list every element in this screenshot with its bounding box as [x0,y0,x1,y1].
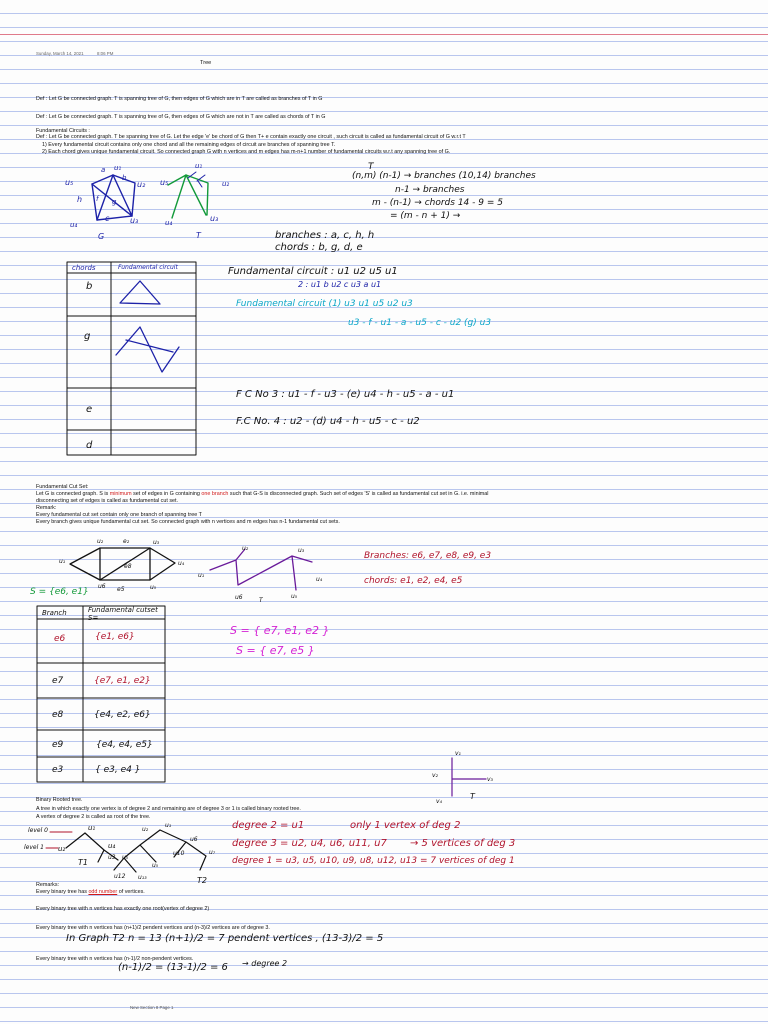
cs2-label-u6: u6 [235,594,243,601]
t2-name: T2 [197,876,207,885]
cs-label-e8: e8 [124,563,132,570]
remark-odd-number: odd number [88,889,118,895]
header-time: 8:06 PM [97,51,114,56]
tbl2-row-1-branch: e6 [54,634,66,644]
hand-s-left: S = {e6, e1} [30,587,89,597]
cs-label-u6: u6 [98,583,106,590]
tbl2-row-5-branch: e3 [52,765,64,775]
t-label-u3: u₃ [210,214,219,223]
t2-u1: u₁ [165,822,172,829]
g-label-u5: u₅ [65,178,74,187]
t1-u4: u₄ [108,842,116,850]
def-chords: Def : Let G be connected graph. T is spanning tree of G, then edges of G which are not in T are called as chords of T in G [36,114,326,120]
tbl1-row-g: g [84,331,91,342]
hand-chords-formula: m - (n-1) → chords 14 - 9 = 5 [372,198,503,208]
g-label-u1: u₁ [114,164,122,172]
deg1-line: degree 1 = u3, u5, u10, u9, u8, u12, u13 = 7 vertices of deg 1 [232,856,515,866]
cs-label-u5: u₅ [150,584,157,591]
hand-branches: branches : a, c, h, h [275,230,375,241]
t-label-u2: u₂ [222,180,230,188]
deg2-note: only 1 vertex of deg 2 [350,820,461,831]
hand-s2: S = { e7, e5 } [236,644,315,657]
g-label-h: h [77,195,83,204]
tbl2-header-cutset: Fundamental cutset S= [88,606,158,622]
hand-chords2: chords: e1, e2, e4, e5 [364,576,463,586]
t2-u12: u12 [114,873,126,880]
tbl2-row-2-branch: e7 [52,676,64,686]
deg3-line: degree 3 = u2, u4, u6, u11, u7 [232,838,387,849]
hand-t-label: T [368,162,374,172]
hand-chords: chords : b, g, d, e [275,242,363,253]
t1-u1: u₁ [88,824,96,832]
fc-cyan-2: u3 - f - u1 - a - u5 - c - u2 (g) u3 [348,318,492,328]
t1-u2: u₂ [58,845,66,853]
remark-odd-a: Every binary tree has [36,889,89,895]
t-label-u1: u₁ [195,162,203,170]
fcs-def-a: Let G is connected graph. S is [36,491,110,497]
small-tree-v2: v₂ [432,772,438,779]
t2-u2: u₂ [142,826,149,833]
remark-pendent: Every binary tree with n vertices has (n+1)/2 pendent vertices and (n-3)/2 vertices are of degree 3. [36,925,270,931]
tbl1-header-circuit: Fundamental circuit [118,264,178,271]
hand-result: = (m - n + 1) → [390,211,461,221]
last-note: → degree 2 [242,959,288,968]
cs-label-u1: u₁ [59,558,66,565]
g-label-u2: u₂ [137,180,146,189]
tbl2-row-3-branch: e8 [52,710,64,720]
tbl1-header-chords: chords [72,264,96,272]
fcs-remark-1: Every fundamental cut set contain only one branch of spanning tree T [36,512,202,518]
fc-title: Fundamental Circuits : [36,128,90,134]
tbl2-row-2-set: {e7, e1, e2} [94,676,151,686]
t2-u5: u₅ [152,862,159,869]
level-0-label: level 0 [28,827,48,834]
remark-root: Every binary tree with n vertices has exactly one root(vertex of degree 2) [36,906,210,912]
tbl2-row-3-set: {e4, e2, e6} [94,710,151,720]
cs-label-e5: e5 [117,586,125,593]
remarks-title: Remarks: [36,882,60,888]
brt-title: Binary Rooted tree. [36,797,83,803]
hand-nm-formula: (n,m) (n-1) → branches (10,14) branches [352,171,536,181]
cs2-label-t: T [259,597,263,604]
fcs-def-c: such that G-S is disconnected graph. Such set of edges 'S' is called as fundamental cut set in G. i.e. minimal [228,491,489,497]
fcs-title: Fundamental Cut Set: [36,484,89,490]
t1-name: T1 [78,858,88,867]
hand-branches2: Branches: e6, e7, e8, e9, e3 [364,551,492,561]
t1-u5: u₅ [122,854,129,861]
fcs-remark-2: Every branch gives unique fundamental cut set. So connected graph with n vertices and m edges has n-1 fundamental cut sets. [36,519,340,525]
fc-line-1: Fundamental circuit : u1 u2 u5 u1 [228,266,398,277]
g-label-g: g [112,198,117,206]
cs-label-e2: e₂ [123,538,130,545]
tbl1-row-d: d [86,440,93,451]
fc-def: Def : Let G be connected graph. T be spanning tree of G. Let the edge 'e' be chord of G then T+ e contain exactly one circuit , such circuit is called as fundamental circuit of G w.r.t T [36,134,466,140]
tbl2-row-5-set: { e3, e4 } [95,765,141,775]
fcs-remark: Remark: [36,505,57,511]
cs2-label-u1: u₁ [198,572,205,579]
g-label-c: c [105,214,110,223]
deg3-note: → 5 vertices of deg 3 [410,838,516,849]
brt-root: A vertex of degree 2 is called as root of the tree. [36,814,151,820]
cs-label-u3: u₃ [153,539,160,546]
t2-u10: u10 [173,850,185,857]
tbl1-row-e: e [86,404,93,415]
g-label-u4: u₄ [70,221,78,229]
g-label-a: a [101,166,106,174]
def-branches: Def : Let G be connected graph. T is spanning tree of G, then edges of G which are in T are called as branches of T in G [36,96,323,102]
remark-odd-line [36,889,145,896]
t2-calc: In Graph T2 n = 13 (n+1)/2 = 7 pendent vertices , (13-3)/2 = 5 [66,933,384,944]
remark-nonpendent: Every binary tree with n vertices has (n-1)/2 non-pendent vertices. [36,956,194,962]
t1-u3: u3 [108,854,116,861]
fcs-def-b: set of edges in G containing [131,491,202,497]
t2-u13: u₁₃ [138,874,147,881]
cs2-label-u2: u₂ [242,545,249,552]
fc-no-3: F C No 3 : u1 - f - u3 - (e) u4 - h - u5 - a - u1 [236,389,455,400]
g-label-u3: u₃ [130,216,139,225]
fc-no-4: F.C No. 4 : u2 - (d) u4 - h - u5 - c - u2 [236,416,420,427]
tbl2-row-4-branch: e9 [52,740,64,750]
hand-n1-branches: n-1 → branches [395,185,465,195]
g-name: G [98,232,105,241]
last-calc: (n-1)/2 = (13-1)/2 = 6 [118,962,228,973]
fc-cyan-1: Fundamental circuit (1) u3 u1 u5 u2 u3 [236,299,413,309]
tbl2-row-4-set: {e4, e4, e5} [96,740,153,750]
g-label-f: f [96,195,99,203]
cs-label-u4: u₄ [178,560,185,567]
t-label-u5: u₅ [160,178,169,187]
small-tree-v1: v₁ [455,750,461,757]
fc-point-2: 2) Each chord gives unique fundamental circuit. So connected graph G with n vertices and m edges has m-n+1 number of fundamental circuits w.r.t any spanning tree of G. [42,149,451,155]
t2-u6: u6 [190,836,198,843]
t-label-u4: u₄ [165,219,173,227]
fcs-def-onebranch: one branch [201,491,229,497]
hand-s1: S = { e7, e1, e2 } [230,624,330,637]
level-1-label: level 1 [24,844,44,851]
remark-odd-b: of vertices. [117,889,145,895]
page-footer: New Section 8 Page 1 [130,1005,174,1010]
g-label-b: b [122,174,127,182]
deg2-line: degree 2 = u1 [232,820,305,831]
cs-label-u2: u₂ [97,538,104,545]
fc-point-1: 1) Every fundamental circuit contains only one chord and all the remaining edges of circuit are branches of spanning tree T. [42,142,336,148]
small-tree-v4: v₄ [436,798,442,805]
cs2-label-u3: u₃ [298,547,305,554]
small-tree-v3: v₃ [487,776,493,783]
tbl2-row-1-set: {e1, e6} [95,632,135,642]
cs2-label-u4: u₄ [316,576,323,583]
fcs-def-minimum: minimum [109,491,132,497]
t-name: T [196,231,201,240]
tbl1-row-b: b [86,281,93,292]
small-tree-t: T [470,792,475,801]
page-title: Tree [200,60,212,66]
cs2-label-u5: u₅ [291,593,298,600]
header-date: Sunday, March 14, 2021 [36,51,84,56]
t2-u7: u₇ [209,849,216,856]
brt-def: A tree in which exactly one vertex is of degree 2 and remaining are of degree 3 or 1 is called binary rooted tree. [36,806,301,812]
fc-line-2: 2 : u1 b u2 c u3 a u1 [298,280,382,289]
tbl2-header-branch: Branch [42,609,67,617]
fcs-def-d: disconnecting set of edges is called as fundamental cut set. [36,498,179,504]
